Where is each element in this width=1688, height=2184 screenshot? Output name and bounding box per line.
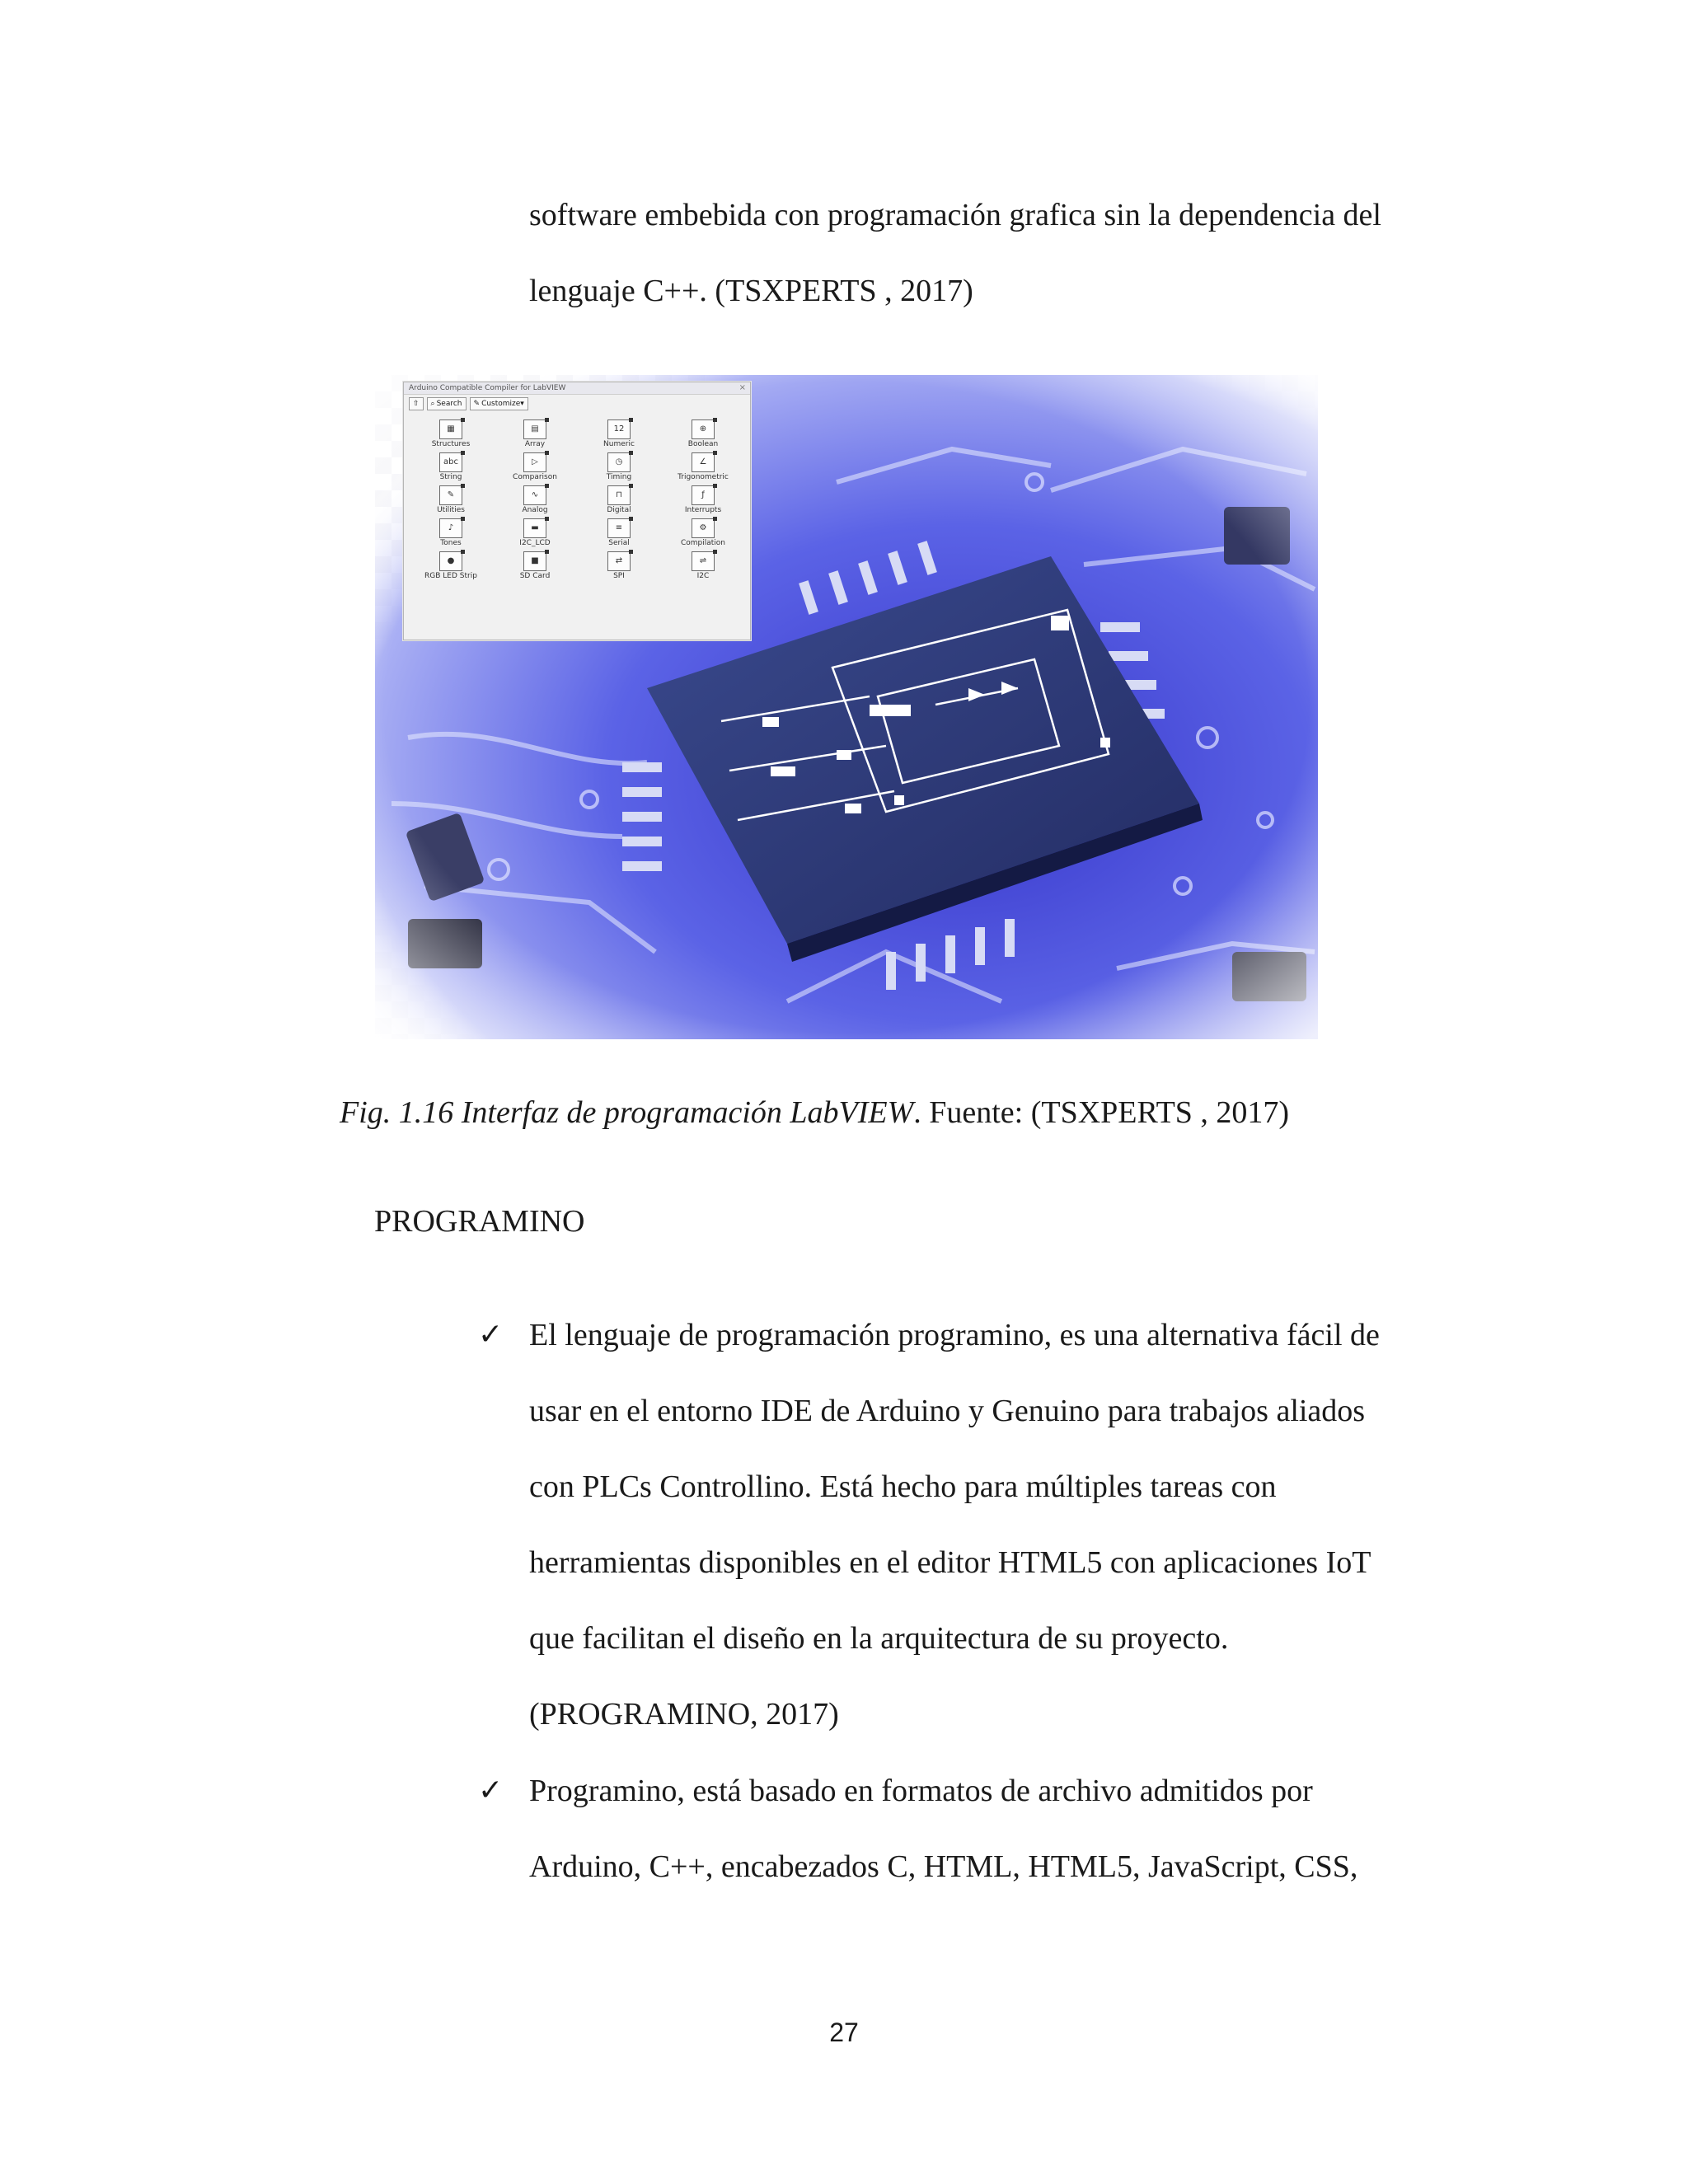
intro-paragraph (529, 177, 1381, 329)
palette-item[interactable] (409, 551, 493, 581)
bullet-line: con PLCs Controllino. Está hecho para múltiples tareas con (529, 1469, 1277, 1504)
bullet-line: Arduino, C++, encabezados C, HTML, HTML5, JavaScript, CSS, (529, 1849, 1358, 1884)
palette-item-label: Trigonometric (678, 473, 729, 481)
palette-item-label: Interrupts (684, 506, 722, 514)
palette-item-label: RGB LED Strip (424, 572, 477, 580)
bullet-line: que facilitan el diseño en la arquitectura de su proyecto. (529, 1621, 1229, 1656)
utilities-icon: ✎ (439, 485, 462, 505)
figure-caption (340, 1094, 1289, 1131)
close-icon[interactable]: × (738, 383, 746, 392)
palette-item[interactable] (577, 485, 661, 515)
numeric-icon: 12 (607, 419, 631, 439)
palette-item-label: Utilities (437, 506, 465, 514)
search-label: Search (436, 400, 462, 408)
palette-item[interactable] (493, 551, 577, 581)
palette-item-label: Structures (431, 440, 471, 448)
palette-title: Arduino Compatible Compiler for LabVIEW (404, 382, 750, 395)
bullet-item (478, 1753, 1467, 1905)
bullet-line: usar en el entorno IDE de Arduino y Genuino para trabajos aliados (529, 1394, 1366, 1428)
search-button[interactable] (427, 397, 467, 410)
section-heading: PROGRAMINO (374, 1204, 585, 1239)
i2c-icon: ⇌ (692, 551, 715, 571)
palette-item[interactable] (661, 452, 745, 482)
interrupts-icon: ƒ (692, 485, 715, 505)
palette-item-label: Compilation (680, 539, 726, 547)
bullet-text (529, 1297, 1467, 1752)
palette-item[interactable] (409, 518, 493, 548)
palette-item[interactable] (661, 485, 745, 515)
structures-icon: ▦ (439, 419, 462, 439)
boolean-icon: ⊕ (692, 419, 715, 439)
palette-item-label: Tones (440, 539, 462, 547)
bullet-line: Programino, está basado en formatos de archivo admitidos por (529, 1774, 1313, 1808)
palette-item-label: String (439, 473, 462, 481)
palette-item-label: Boolean (687, 440, 719, 448)
bullet-item (478, 1297, 1467, 1752)
analog-icon: ∿ (523, 485, 546, 505)
palette-item-label: Analog (522, 506, 548, 514)
figure-source: . Fuente: (TSXPERTS , 2017) (913, 1095, 1290, 1130)
palette-item[interactable] (661, 518, 745, 548)
figure-label: Fig. 1.16 Interfaz de programación LabVIEW (340, 1095, 914, 1130)
palette-item[interactable] (409, 419, 493, 449)
intro-line: lenguaje C++. (TSXPERTS , 2017) (529, 274, 973, 308)
string-icon: abc (439, 452, 462, 472)
palette-item[interactable] (577, 452, 661, 482)
trigonometric-icon: ∠ (692, 452, 715, 472)
palette-item[interactable] (493, 419, 577, 449)
lcd-icon: ▬ (523, 518, 546, 538)
palette-item[interactable] (661, 551, 745, 581)
timing-icon: ◷ (607, 452, 631, 472)
page-number: 27 (829, 2018, 859, 2047)
palette-toolbar (404, 395, 750, 413)
intro-line: software embebida con programación grafica sin la dependencia del (529, 198, 1381, 232)
tones-icon: ♪ (439, 518, 462, 538)
search-icon: ⌕ (430, 400, 435, 408)
palette-item-label: Digital (607, 506, 631, 514)
bullet-line: El lenguaje de programación programino, es una alternativa fácil de (529, 1318, 1380, 1352)
array-icon: ▤ (523, 419, 546, 439)
palette-item[interactable] (493, 518, 577, 548)
wrench-icon: ✎ (473, 400, 481, 408)
palette-item-label: Numeric (603, 440, 635, 448)
sd-card-icon: ■ (523, 551, 546, 571)
customize-label: Customize▾ (481, 400, 524, 408)
functions-palette (403, 382, 751, 640)
checkmark-icon: ✓ (478, 1774, 504, 1807)
compilation-icon: ⚙ (692, 518, 715, 538)
labview-figure (375, 375, 1318, 1039)
palette-item[interactable] (493, 452, 577, 482)
palette-item-label: I2C (696, 572, 710, 580)
palette-item[interactable] (577, 551, 661, 581)
palette-item-label: Timing (606, 473, 632, 481)
palette-item[interactable] (409, 485, 493, 515)
palette-item-label: Array (524, 440, 546, 448)
palette-item-label: SD Card (519, 572, 551, 580)
palette-item-label: I2C_LCD (519, 539, 551, 547)
palette-item[interactable] (409, 452, 493, 482)
comparison-icon: ▷ (523, 452, 546, 472)
digital-icon: ⊓ (607, 485, 631, 505)
palette-item[interactable] (577, 518, 661, 548)
up-arrow-icon[interactable]: ⇧ (409, 397, 424, 410)
palette-item-label: Comparison (513, 473, 557, 481)
palette-item-label: SPI (613, 572, 625, 580)
palette-item[interactable] (493, 485, 577, 515)
serial-icon: ≡ (607, 518, 631, 538)
spi-icon: ⇄ (607, 551, 631, 571)
customize-button[interactable] (470, 397, 528, 410)
led-strip-icon: ● (439, 551, 462, 571)
bullet-text (529, 1753, 1467, 1905)
bullet-line: (PROGRAMINO, 2017) (529, 1697, 839, 1732)
palette-item[interactable] (577, 419, 661, 449)
palette-grid (404, 413, 750, 581)
checkmark-icon: ✓ (478, 1318, 504, 1352)
palette-item-label: Serial (608, 539, 630, 547)
bullet-line: herramientas disponibles en el editor HTML5 con aplicaciones IoT (529, 1545, 1372, 1580)
palette-item[interactable] (661, 419, 745, 449)
